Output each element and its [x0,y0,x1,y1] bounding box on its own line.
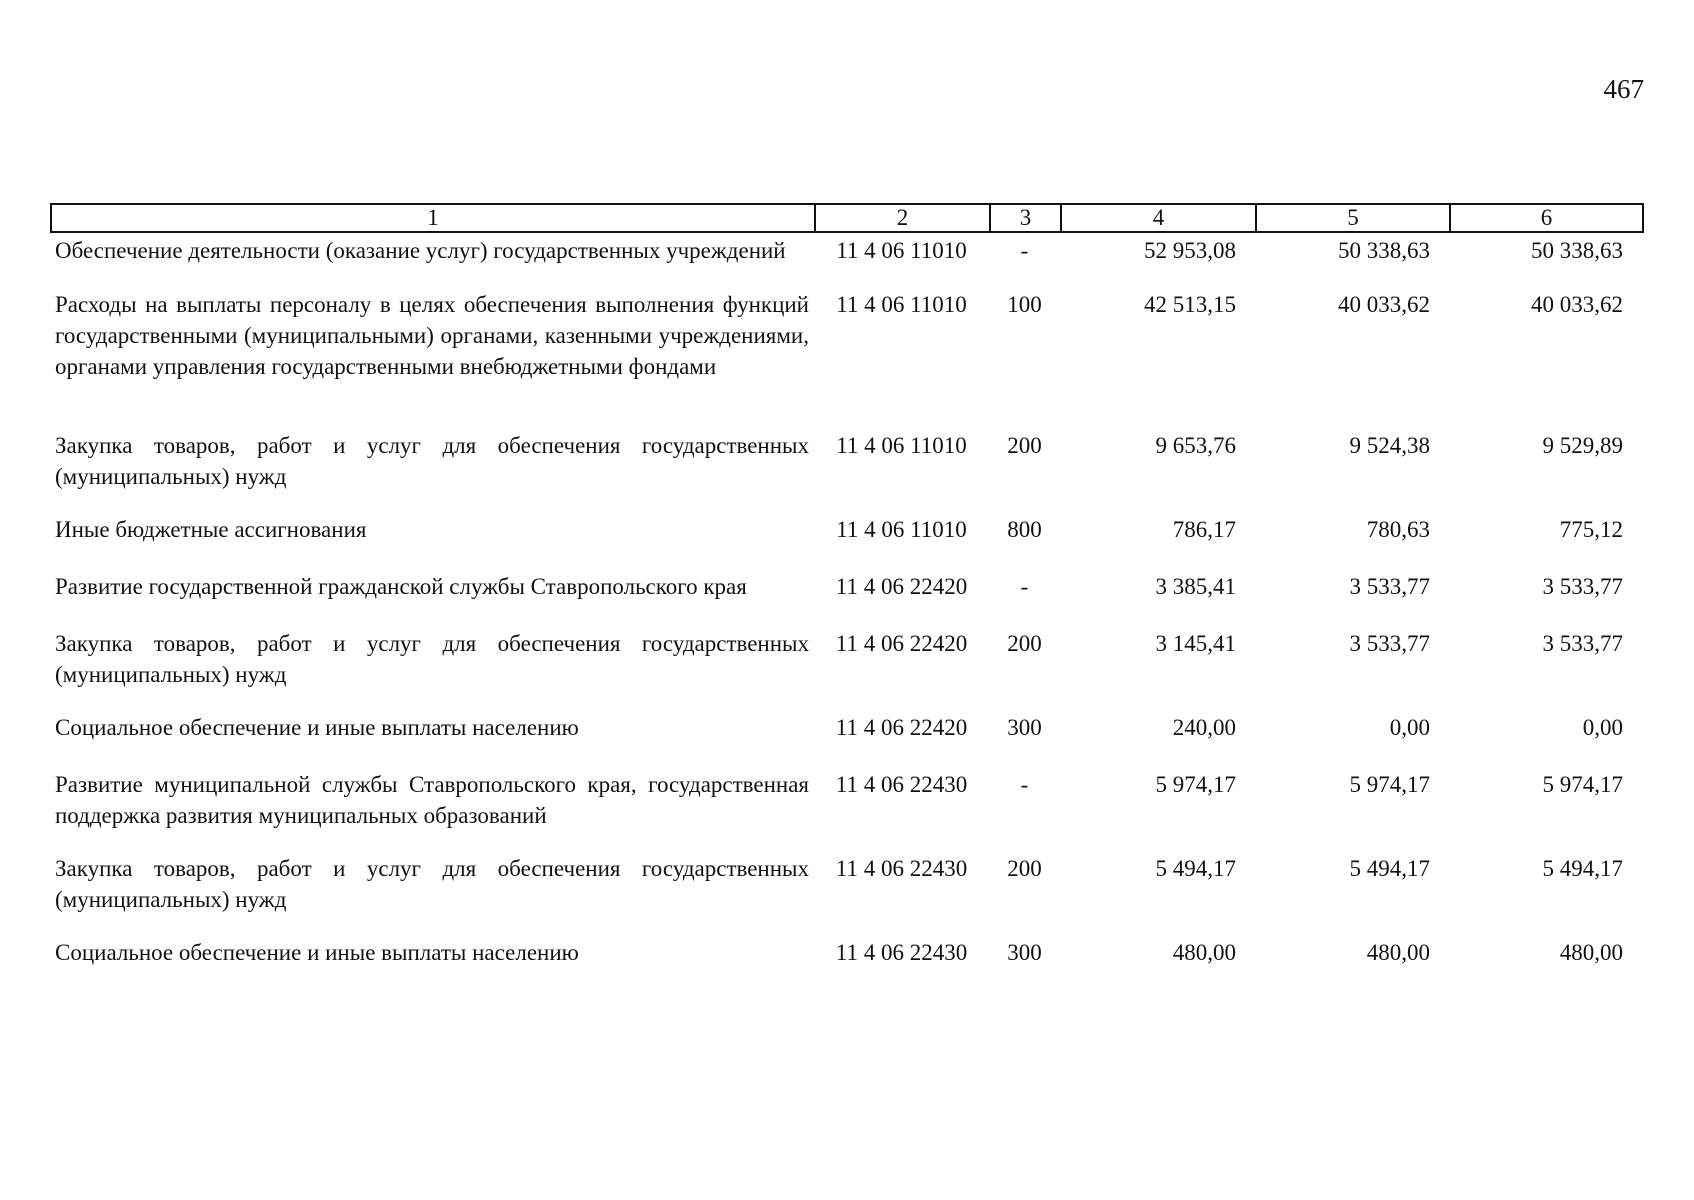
row-value-1: 240,00 [1172,715,1236,740]
row-expense-type: - [1020,772,1029,797]
table-row [51,289,1643,430]
row-code: 11 4 06 11010 [836,433,967,458]
table-row [51,514,1643,571]
row-value-2: 5 494,17 [1349,856,1430,881]
row-value-3: 50 338,63 [1531,238,1623,263]
row-code: 11 4 06 22420 [835,631,968,656]
table-header [51,204,1643,232]
row-code: 11 4 06 22430 [835,940,968,965]
row-value-3: 3 533,77 [1542,631,1623,656]
row-value-3: 9 529,89 [1542,433,1623,458]
row-value-2: 780,63 [1366,517,1430,542]
row-value-1: 5 494,17 [1155,856,1236,881]
page-number: 467 [1603,74,1644,104]
row-expense-type: 200 [1007,631,1042,656]
row-value-2: 5 974,17 [1349,772,1430,797]
row-value-3: 40 033,62 [1531,292,1623,317]
row-expense-type: 100 [1007,292,1042,317]
row-code: 11 4 06 11010 [836,238,967,263]
table-row [51,769,1643,853]
header-cell-1: 1 [51,204,815,232]
row-value-2: 480,00 [1366,940,1430,965]
row-value-3: 3 533,77 [1542,574,1623,599]
row-name: Социальное обеспечение и иные выплаты населению [55,715,579,740]
row-value-1: 52 953,08 [1144,238,1236,263]
row-value-3: 5 494,17 [1542,856,1623,881]
row-name: Развитие муниципальной службы Ставропольского края, государственная поддержка развития муниципальных образований [55,772,809,828]
row-expense-type: - [1020,574,1029,599]
row-expense-type: 200 [1007,433,1042,458]
row-value-1: 5 974,17 [1155,772,1236,797]
header-cell-4: 4 [1061,204,1256,232]
header-cell-5: 5 [1256,204,1450,232]
table-body [51,232,1643,977]
row-code: 11 4 06 22420 [835,715,968,740]
row-value-2: 40 033,62 [1338,292,1430,317]
row-code: 11 4 06 22430 [835,856,968,881]
row-value-1: 42 513,15 [1144,292,1236,317]
table-row [51,232,1643,289]
row-expense-type: 800 [1007,517,1042,542]
row-value-1: 480,00 [1172,940,1236,965]
row-name: Иные бюджетные ассигнования [55,517,367,542]
row-value-3: 5 974,17 [1542,772,1623,797]
row-value-1: 3 385,41 [1155,574,1236,599]
budget-table [50,203,1644,977]
table-row [51,430,1643,514]
row-expense-type: 200 [1007,856,1042,881]
header-cell-3: 3 [990,204,1061,232]
row-value-2: 9 524,38 [1349,433,1430,458]
row-value-2: 3 533,77 [1349,631,1430,656]
row-name: Закупка товаров, работ и услуг для обеспечения государственных (муниципальных) нужд [55,433,809,489]
row-value-1: 9 653,76 [1155,433,1236,458]
header-cell-2: 2 [815,204,990,232]
row-value-3: 480,00 [1559,940,1623,965]
row-code: 11 4 06 11010 [836,292,967,317]
row-value-1: 3 145,41 [1155,631,1236,656]
row-code: 11 4 06 22430 [835,772,968,797]
header-cell-6: 6 [1450,204,1643,232]
row-value-3: 775,12 [1559,517,1623,542]
row-code: 11 4 06 22420 [835,574,968,599]
row-value-2: 3 533,77 [1349,574,1430,599]
row-value-1: 786,17 [1172,517,1236,542]
row-name: Социальное обеспечение и иные выплаты населению [55,940,579,965]
row-name: Закупка товаров, работ и услуг для обеспечения государственных (муниципальных) нужд [55,631,809,687]
row-name: Расходы на выплаты персоналу в целях обеспечения выполнения функций государственными (муниципальными) органами, казенными учреждениями, органами управления государственными внебюджетными фондами [55,292,809,379]
row-value-2: 50 338,63 [1338,238,1430,263]
table-row [51,712,1643,769]
row-name: Закупка товаров, работ и услуг для обеспечения государственных (муниципальных) нужд [55,856,809,912]
row-name: Развитие государственной гражданской службы Ставропольского края [55,574,747,599]
table-row [51,937,1643,977]
table-row [51,628,1643,712]
row-code: 11 4 06 11010 [836,517,967,542]
row-expense-type: - [1020,238,1029,263]
row-name: Обеспечение деятельности (оказание услуг) государственных учреждений [55,238,786,263]
row-value-2: 0,00 [1389,715,1430,740]
row-expense-type: 300 [1007,940,1042,965]
row-value-3: 0,00 [1582,715,1623,740]
table-row [51,853,1643,937]
header-row [51,204,1643,232]
row-expense-type: 300 [1007,715,1042,740]
table-row [51,571,1643,628]
